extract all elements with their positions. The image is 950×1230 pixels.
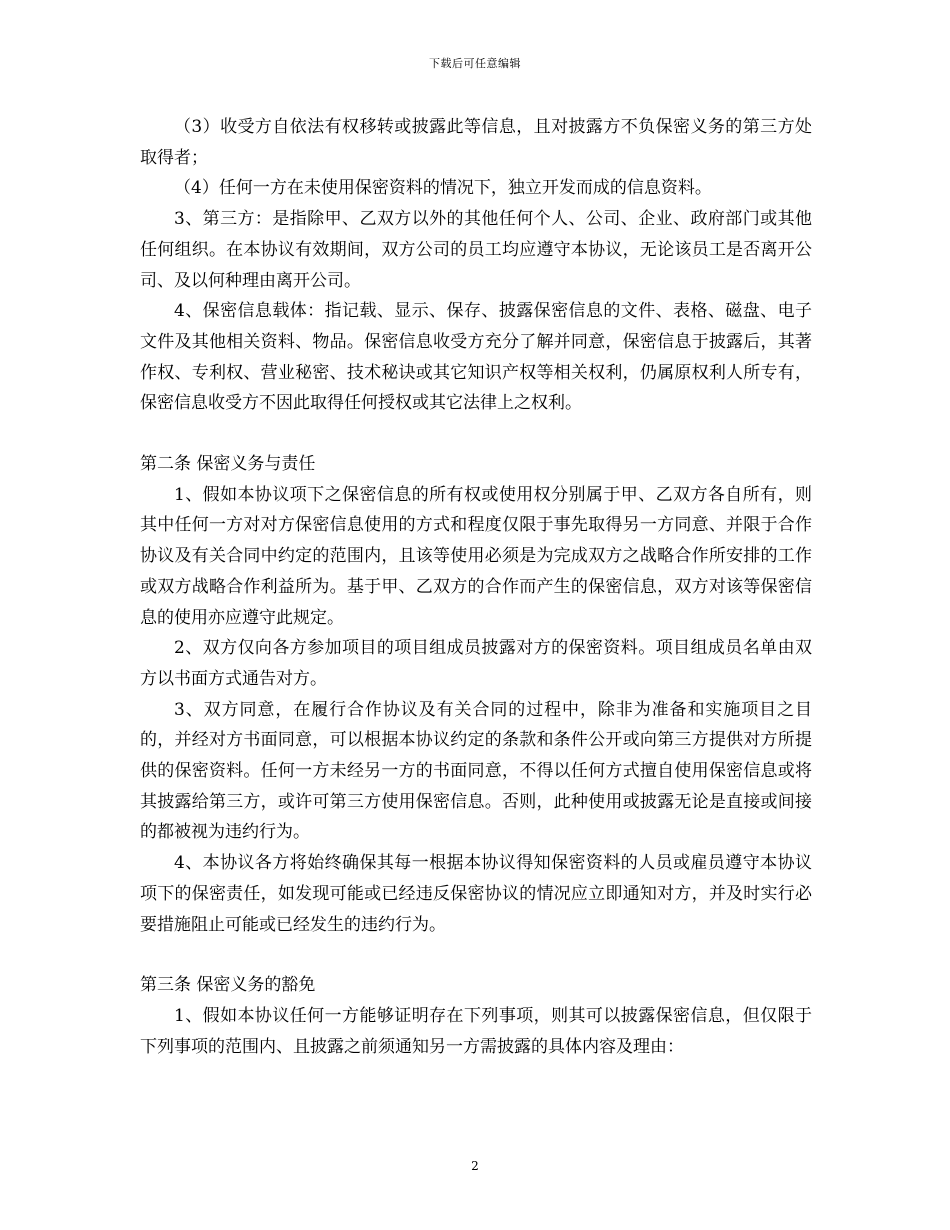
section-heading: 第三条 保密义务的豁免	[140, 975, 316, 996]
clause-paragraph: （4）任何一方在未使用保密资料的情况下，独立开发而成的信息资料。	[174, 178, 712, 199]
clause-paragraph: 4、保密信息载体：指记载、显示、保存、披露保密信息的文件、表格、磁盘、电子文件及其他相关资料、物品。保密信息收受方充分了解并同意，保密信息于披露后，其著作权、专利权、营业秘密、技术秘诀或其它知识产权等相关权利，仍属原权利人所专有，保密信息收受方不因此取得任何授权或其它法律上之权利。	[140, 301, 812, 414]
clause-paragraph: （3）收受方自依法有权移转或披露此等信息，且对披露方不负保密义务的第三方处取得者；	[140, 117, 812, 168]
document-body	[140, 112, 812, 1062]
page-number: 2	[471, 1159, 479, 1173]
clause-paragraph: 4、本协议各方将始终确保其每一根据本协议得知保密资料的人员或雇员遵守本协议项下的保密责任，如发现可能或已经违反保密协议的情况应立即通知对方，并及时实行必要措施阻止可能或已经发生的违约行为。	[140, 853, 812, 935]
clause-paragraph: 1、假如本协议任何一方能够证明存在下列事项，则其可以披露保密信息，但仅限于下列事项的范围内、且披露之前须通知另一方需披露的具体内容及理由：	[140, 1005, 812, 1057]
clause-paragraph: 2、双方仅向各方参加项目的项目组成员披露对方的保密资料。项目组成员名单由双方以书面方式通告对方。	[140, 638, 812, 689]
clause-paragraph: 1、假如本协议项下之保密信息的所有权或使用权分别属于甲、乙双方各自所有，则其中任何一方对对方保密信息使用的方式和程度仅限于事先取得另一方同意、并限于合作协议及有关合同中约定的范围内，且该等使用必须是为完成双方之战略合作所安排的工作或双方战略合作利益所为。基于甲、乙双方的合作而产生的保密信息，双方对该等保密信息的使用亦应遵守此规定。	[140, 484, 812, 628]
page-header: 下载后可任意编辑	[429, 57, 521, 70]
clause-paragraph: 3、第三方：是指除甲、乙双方以外的其他任何个人、公司、企业、政府部门或其他任何组织。在本协议有效期间，双方公司的员工均应遵守本协议，无论该员工是否离开公司、及以何种理由离开公司。	[140, 209, 812, 291]
section-heading: 第二条 保密义务与责任	[140, 454, 316, 475]
clause-paragraph: 3、双方同意，在履行合作协议及有关合同的过程中，除非为准备和实施项目之目的，并经对方书面同意，可以根据本协议约定的条款和条件公开或向第三方提供对方所提供的保密资料。任何一方未经另一方的书面同意，不得以任何方式擅自使用保密信息或将其披露给第三方，或许可第三方使用保密信息。否则，此种使用或披露无论是直接或间接的都被视为违约行为。	[140, 699, 812, 843]
